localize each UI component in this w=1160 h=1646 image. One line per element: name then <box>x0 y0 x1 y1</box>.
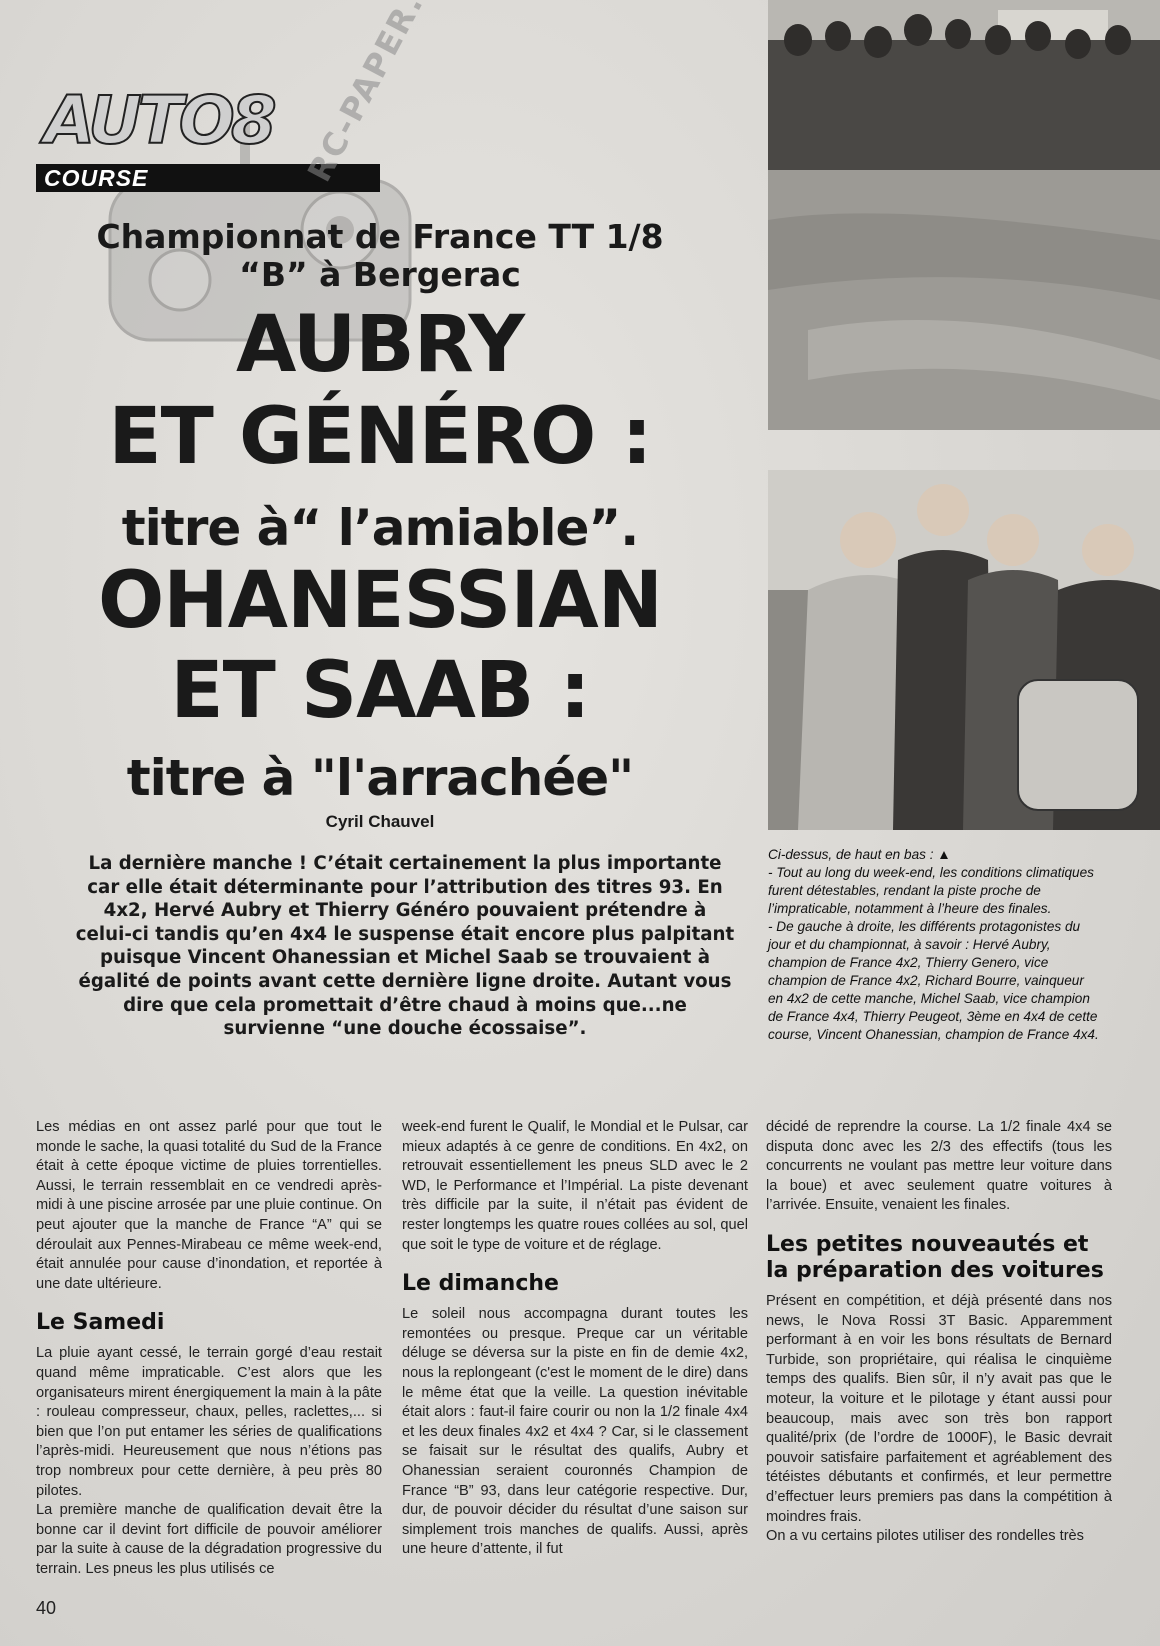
headline-line-1: AUBRY <box>235 300 525 390</box>
headline-line-2: ET GÉNÉRO : <box>108 392 652 482</box>
col3-paragraph-2: Présent en compétition, et déjà présenté dans nos news, le Nova Rossi 3T Basic. Apparemment performant à en voir les bons résultats de Bernard Turbide, son propriétaire, qui réalisa le cinquième temps des qualifs. Bien sûr, il n’y avait pas que le moteur, la voiture et le pilotage y étant aussi pour beaucoup, mais avec son très bon rapport qualité/prix (de l’ordre de 1000F), le Basic devrait pouvoir satisfaire parfaitement et agréablement des tétéistes débutants et confirmés, et leur permettre d’effectuer leurs premiers pas dans la compétition à moindres frais. <box>766 1292 1112 1525</box>
subhead-dimanche: Le dimanche <box>402 1271 559 1297</box>
headline-kicker <box>40 218 720 294</box>
article-column-2 <box>402 1118 748 1560</box>
kicker-line-2: “B” à Bergerac <box>239 255 521 294</box>
caption-line-1: Ci-dessus, de haut en bas : ▲ <box>768 847 951 862</box>
col3-paragraph-3: On a vu certains pilotes utiliser des rondelles très <box>766 1528 1084 1545</box>
headline-line-3: titre à“ l’amiable”. <box>121 499 639 557</box>
logo-text: AUTO8 <box>44 82 273 159</box>
col2-paragraph-2: Le soleil nous accompagna durant toutes les remontées ou presque. Preque car un véritable déluge se déversa sur la piste en fin de demie 4x2, nous la replongeant (c'est le moment de le dire) dans le même état que la veille. La question inévitable était alors : faut-il faire courir ou non la 1/2 finale 4x4 et les deux finales 4x2 et 4x4 ? Car, si le classement se faisait sur le résultat des qualifs, Aubry et Ohanessian seraient couronnés Champion de France “B” 93, dans leur catégorie respective. Dur, dur, de pouvoir décider du résultat d’une saison sur simplement trois manches de qualifs. Aussi, après une heure d’attente, il fut <box>402 1306 748 1558</box>
headline-line-5: ET SAAB : <box>170 646 590 736</box>
article-column-1 <box>36 1118 382 1579</box>
col3-paragraph-1: décidé de reprendre la course. La 1/2 finale 4x4 se disputa donc avec les 2/3 des effectifs (tous les concurrents ne voulant pas mettre leur voiture dans la boue) et avec seulement quatre voitures à l’arrivée. Ensuite, venaient les finales. <box>766 1119 1112 1214</box>
kicker-line-1: Championnat de France TT 1/8 <box>96 217 664 256</box>
photo-drivers-group <box>768 470 1160 830</box>
caption-line-2: - Tout au long du week-end, les conditions climatiques furent détestables, rendant la piste proche de l’impraticable, notamment à l’heure des finales. <box>768 865 1094 916</box>
section-label: COURSE <box>36 164 380 192</box>
article-column-3 <box>766 1118 1112 1547</box>
byline: Cyril Chauvel <box>325 812 435 831</box>
photo-spectators-muddy-track <box>768 0 1160 430</box>
col1-paragraph-1: Les médias en ont assez parlé pour que tout le monde le sache, la quasi totalité du Sud de la France était à cette époque victime de pluies torrentielles. Aussi, le terrain ressemblait en ce vendredi après-midi à une piscine arrosée par une pluie continue. On peut ajouter que la manche de France “A” qui se déroulait aux Pennes-Mirabeau ce même week-end, était annulée pour cause d’inondation, et reportée à une date ultérieure. <box>36 1119 382 1292</box>
headline-line-6: titre à "l'arrachée" <box>126 749 634 807</box>
subhead-nouveautes: Les petites nouveautés et la préparation des voitures <box>766 1231 1104 1283</box>
photo-caption <box>768 846 1102 1044</box>
headline-line-4: OHANESSIAN <box>97 556 663 646</box>
col1-paragraph-2: La pluie ayant cessé, le terrain gorgé d’eau restait quand même impraticable. C’est alors que les organisateurs mirent énergiquement la main à la pâte : rouleau compresseur, chaux, pelles, raclettes,... si bien que l’on put entamer les séries de qualifications l’après-midi. Heureusement que nous n’étions pas trop nombreux pour cette dernière, à peu près 80 pilotes. <box>36 1345 382 1499</box>
col2-paragraph-1: week-end furent le Qualif, le Mondial et le Pulsar, car mieux adaptés à ce genre de conditions. En 4x2, on retrouvait essentiellement les pneus SLD avec le 2 WD, le Performance et l’Impérial. La piste devenant très difficile par la suite, il n’était pas évident de rester longtemps les quatre roues collées au sol, quel que soit le type de voiture et de réglage. <box>402 1119 748 1253</box>
caption-line-3: - De gauche à droite, les différents protagonistes du jour et du championnat, à savoir : Hervé Aubry, champion de France 4x2, Thierry Genero, vice champion de France 4x2, Richard Bourre, vainqueur en 4x2 de cette manche, Michel Saab, vice champion de France 4x4, Thierry Peugeot, 3ème en 4x4 de cette course, Vincent Ohanessian, champion de France 4x4. <box>768 919 1099 1042</box>
page-number: 40 <box>36 1598 57 1618</box>
col1-paragraph-3: La première manche de qualification devait être la bonne car il devint fort difficile de pouvoir améliorer par la suite à cause de la dégradation progressive du terrain. Les pneus les plus utilisés ce <box>36 1502 382 1577</box>
lead-paragraph: La dernière manche ! C’était certainement la plus importante car elle était déterminante pour l’attribution des titres 93. En 4x2, Hervé Aubry et Thierry Généro pouvaient prétendre à celui-ci tandis qu’en 4x4 le suspense était encore plus palpitant puisque Vincent Ohanessian et Michel Saab se trouvaient à égalité de points avant cette dernière ligne droite. Autant vous dire que cela promettait d’être chaud à moins que...ne survienne “une douche écossaise”. <box>75 853 735 1040</box>
subhead-samedi: Le Samedi <box>36 1310 165 1336</box>
